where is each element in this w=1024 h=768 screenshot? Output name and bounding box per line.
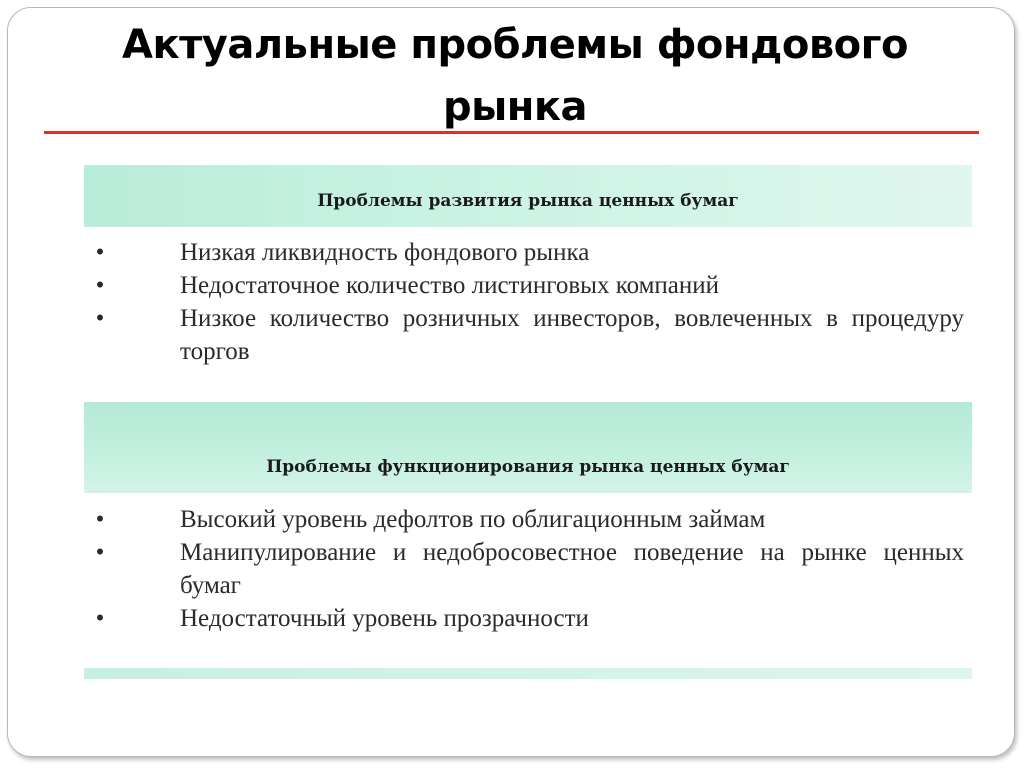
section1-header-band <box>84 165 972 227</box>
section2-list <box>84 503 972 635</box>
list-item-text: Низкое количество розничных инвесторов, вовлеченных в процедуру торгов <box>180 305 964 365</box>
title-divider <box>44 131 979 134</box>
bullet: • <box>95 272 105 299</box>
slide-title: Актуальные проблемы фондового рынка <box>122 22 908 130</box>
section1-list <box>84 236 972 368</box>
list-item <box>84 236 972 269</box>
list-item-text: Недостаточное количество листинговых компаний <box>180 272 720 299</box>
bullet: • <box>95 305 105 332</box>
list-item-text: Высокий уровень дефолтов по облигационным займам <box>180 506 766 533</box>
list-item <box>84 536 972 602</box>
bottom-band <box>84 668 972 679</box>
bullet: • <box>95 605 105 632</box>
list-item <box>84 302 972 368</box>
list-item-text: Низкая ликвидность фондового рынка <box>180 239 590 266</box>
bullet: • <box>95 539 105 566</box>
bullet: • <box>95 239 105 266</box>
bullet: • <box>95 506 105 533</box>
list-item-text: Недостаточный уровень прозрачности <box>180 605 589 632</box>
section1-header: Проблемы развития рынка ценных бумаг <box>317 191 739 211</box>
section2-header: Проблемы функционирования рынка ценных бумаг <box>266 456 790 477</box>
list-item <box>84 269 972 302</box>
list-item <box>84 503 972 536</box>
list-item-text: Манипулирование и недобросовестное поведение на рынке ценных бумаг <box>180 539 964 599</box>
list-item <box>84 602 972 635</box>
section2-header-band <box>84 402 972 493</box>
